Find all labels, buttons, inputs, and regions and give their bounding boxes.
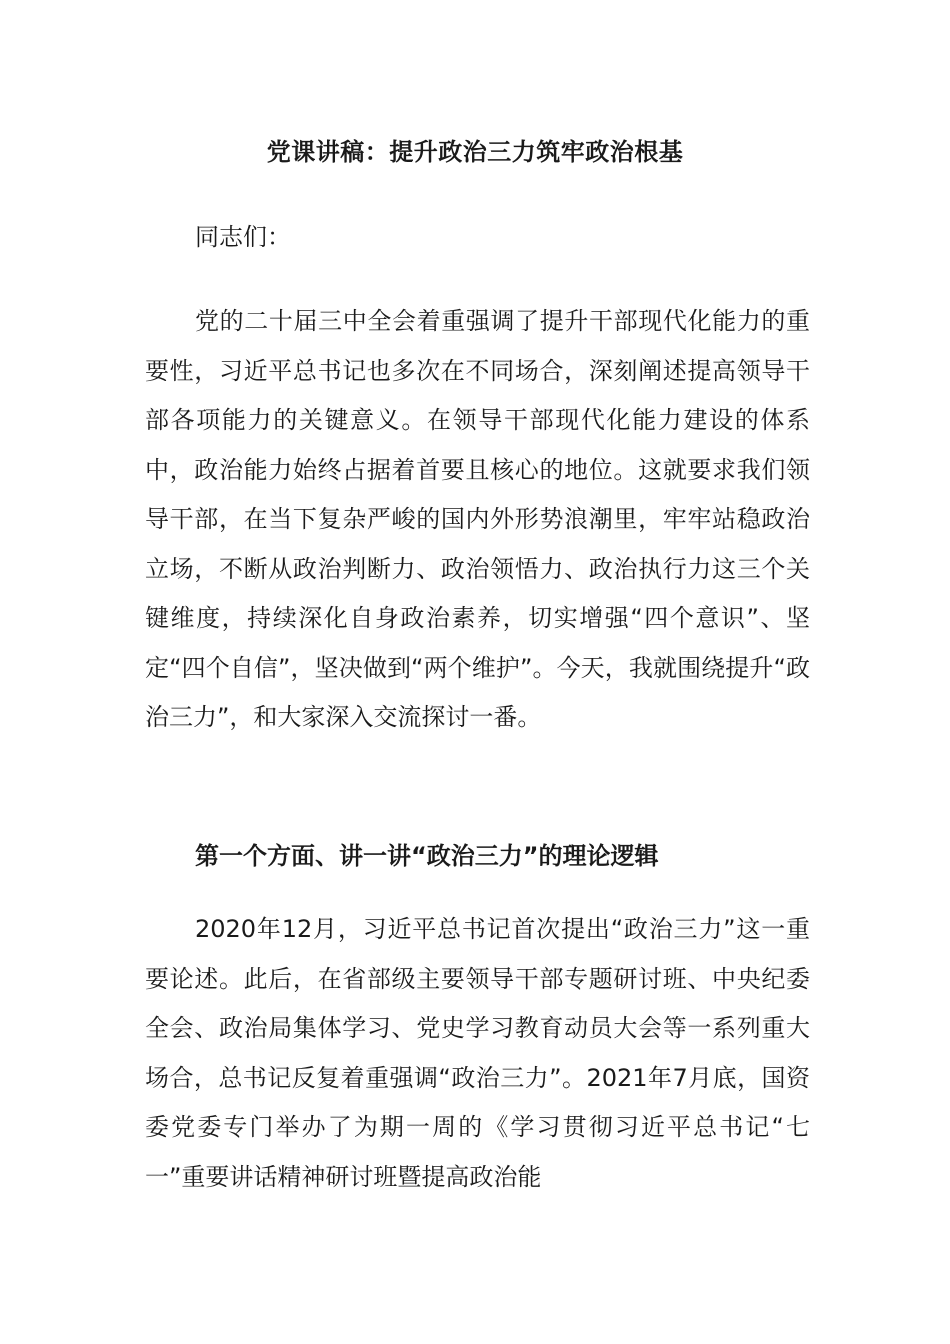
body-paragraph-2: 2020年12月，习近平总书记首次提出“政治三力”这一重要论述。此后，在省部级主要领导干部专题研讨班、中央纪委全会、政治局集体学习、党史学习教育动员大会等一系列重大场合，总书记反复着重强调“政治三力”。2021年7月底，国资委党委专门举办了为期一周的《学习贯彻习近平总书记“七一”重要讲话精神研讨班暨提高政治能 (145, 915, 810, 1191)
body-paragraph-1: 党的二十届三中全会着重强调了提升干部现代化能力的重要性，习近平总书记也多次在不同场合，深刻阐述提高领导干部各项能力的关键意义。在领导干部现代化能力建设的体系中，政治能力始终占据着首要且核心的地位。这就要求我们领导干部，在当下复杂严峻的国内外形势浪潮里，牢牢站稳政治立场，不断从政治判断力、政治领悟力、政治执行力这三个关键维度，持续深化自身政治素养，切实增强“四个意识”、坚定“四个自信”，坚决做到“两个维护”。今天，我就围绕提升“政治三力”，和大家深入交流探讨一番。 (145, 307, 810, 731)
section-heading: 第一个方面、讲一讲“政治三力”的理论逻辑 (195, 842, 659, 870)
salutation: 同志们： (195, 223, 291, 251)
document-title: 党课讲稿：提升政治三力筑牢政治根基 (266, 138, 684, 166)
